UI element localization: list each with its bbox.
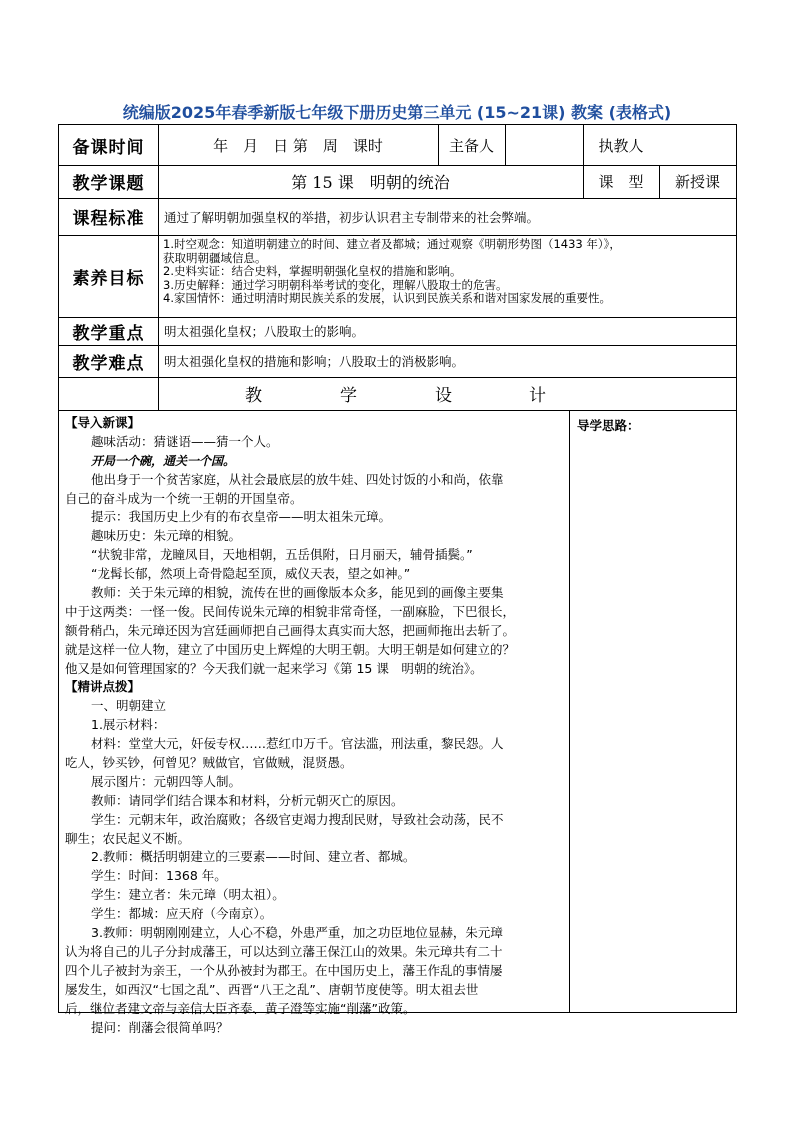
content-line: 学生：元朝末年，政治腐败；各级官吏竭力搜刮民财，导致社会动荡，民不 <box>91 811 504 827</box>
content-line: 后，继位者建文帝与亲信大臣齐泰、黄子澄等实施“削藩”政策。 <box>65 1000 416 1016</box>
content-line: 【精讲点拨】 <box>65 679 141 695</box>
literacy-line: 3.历史解释：通过学习明朝科举考试的变化，理解八股取士的危害。 <box>163 277 508 292</box>
content-line: 1.展示材料： <box>91 717 166 733</box>
literacy-goals <box>163 238 735 316</box>
document-title: 统编版2025年春季新版七年级下册历史第三单元 (15~21课) 教案 (表格式) <box>122 103 672 122</box>
content-line: 就是这样一位人物，建立了中国历史上辉煌的大明王朝。大明王朝是如何建立的？ <box>65 641 516 657</box>
col-divider <box>569 410 570 1012</box>
content-line: 中于这两类：一怪一俊。民间传说朱元璋的相貌非常奇怪，一副麻脸，下巴很长， <box>65 603 516 619</box>
literacy-line: 4.家国情怀：通过明清时期民族关系的发展，认识到民族关系和谐对国家发展的重要性。 <box>163 291 611 305</box>
lesson-plan-table <box>58 124 737 1035</box>
content-line: 认为将自己的儿子分封成藩王，可以达到立藩王保江山的效果。朱元璋共有二十 <box>65 943 503 959</box>
content-line: 【导入新课】 <box>65 415 141 430</box>
standard-label: 课程标准 <box>72 209 145 229</box>
design-header-char: 学 <box>340 386 357 406</box>
content-line: 趣味活动：猜谜语——猜一个人。 <box>91 433 279 449</box>
content-line: 四个儿子被封为亲王，一个从孙被封为郡王。在中国历史上，藩王作乱的事情屡 <box>65 962 503 978</box>
content-line: 展示图片：元朝四等人制。 <box>91 773 242 789</box>
content-line: 2.教师：概括明朝建立的三要素——时间、建立者、都城。 <box>91 849 416 865</box>
type-label: 课 型 <box>598 173 644 191</box>
content-line: 教师：关于朱元璋的相貌，流传在世的画像版本众多，能见到的画像主要集 <box>91 585 504 601</box>
content-line: 他出身于一个贫苦家庭，从社会最底层的放牛娃、四处讨饭的小和尚，依靠 <box>91 471 504 487</box>
preparer-label: 主备人 <box>448 136 494 155</box>
preparer-field[interactable] <box>505 125 583 165</box>
topic-value: 第 15 课 明朝的统治 <box>291 173 450 192</box>
content-line: 学生：都城：应天府（今南京）。 <box>91 906 273 922</box>
content-line: 他又是如何管理国家的？今天我们就一起来学习《第 15 课 明朝的统治》。 <box>65 660 483 676</box>
design-content <box>59 410 569 1035</box>
teacher-label: 执教人 <box>598 136 644 155</box>
content-line: “状貌非常，龙瞳凤目，天地相朝，五岳俱附，日月丽天，辅骨插鬓。” <box>91 547 473 563</box>
content-line: 教师：请同学们结合课本和材料，分析元朝灭亡的原因。 <box>91 792 404 808</box>
type-value: 新授课 <box>674 173 720 191</box>
topic-label: 教学课题 <box>72 174 145 194</box>
content-line: 提示：我国历史上少有的布衣皇帝——明太祖朱元璋。 <box>91 509 392 525</box>
content-line: 聊生；农民起义不断。 <box>65 830 191 846</box>
literacy-line: 1.时空观念：知道明朝建立的时间、建立者及都城；通过观察《明朝形势图（1433 年）》， <box>163 237 621 251</box>
focus-label: 教学重点 <box>72 323 145 344</box>
difficulty-value: 明太祖强化皇权的措施和影响；八股取士的消极影响。 <box>164 354 465 369</box>
literacy-line: 获取明朝疆域信息。 <box>163 250 267 265</box>
content-line: 趣味历史：朱元璋的相貌。 <box>91 528 242 544</box>
prep-date-field[interactable]: 年 月 日 第 周 课时 <box>213 136 383 155</box>
design-text <box>65 414 565 1037</box>
teacher-field[interactable] <box>659 125 736 165</box>
content-line: “龙髯长郁，然项上奇骨隐起至顶，威仪天表，望之如神。” <box>91 566 411 582</box>
content-line: 学生：建立者：朱元璋（明太祖）。 <box>91 887 285 903</box>
content-line: 开局一个碗，通关一个国。 <box>91 453 236 468</box>
content-line: 材料：堂堂大元，奸佞专权……惹红巾万千。官法滥，刑法重，黎民怨。人 <box>91 736 504 752</box>
content-line: 吃人，钞买钞，何曾见？贼做官，官做贼，混贤愚。 <box>65 755 353 771</box>
content-line: 一、明朝建立 <box>91 698 167 714</box>
design-header-char: 设 <box>435 386 452 406</box>
content-line: 自己的奋斗成为一个统一王朝的开国皇帝。 <box>65 490 303 506</box>
content-line: 3.教师：明朝刚刚建立，人心不稳，外患严重，加之功臣地位显赫，朱元璋 <box>91 925 503 941</box>
content-line: 额骨稍凸，朱元璋还因为宫廷画师把自己画得太真实而大怒，把画师拖出去斩了。 <box>65 622 516 638</box>
design-header <box>59 377 736 410</box>
guide-label: 导学思路： <box>577 418 640 433</box>
design-header-char: 计 <box>529 386 546 406</box>
content-line: 屡发生，如西汉“七国之乱”、西晋“八王之乱”、唐朝节度使等。明太祖去世 <box>65 981 479 997</box>
prep-time-label: 备课时间 <box>72 137 145 158</box>
difficulty-label: 教学难点 <box>72 353 145 374</box>
row-divider <box>59 235 736 236</box>
literacy-label: 素养目标 <box>72 268 145 289</box>
standard-value: 通过了解明朝加强皇权的举措，初步认识君主专制带来的社会弊端。 <box>164 209 540 225</box>
content-line: 提问：削藩会很简单吗？ <box>91 1019 229 1035</box>
content-line: 学生：时间：1368 年。 <box>91 868 227 884</box>
design-header-char: 教 <box>245 386 262 406</box>
focus-value: 明太祖强化皇权；八股取士的影响。 <box>164 324 365 339</box>
literacy-line: 2.史料实证：结合史料，掌握明朝强化皇权的措施和影响。 <box>163 264 462 278</box>
